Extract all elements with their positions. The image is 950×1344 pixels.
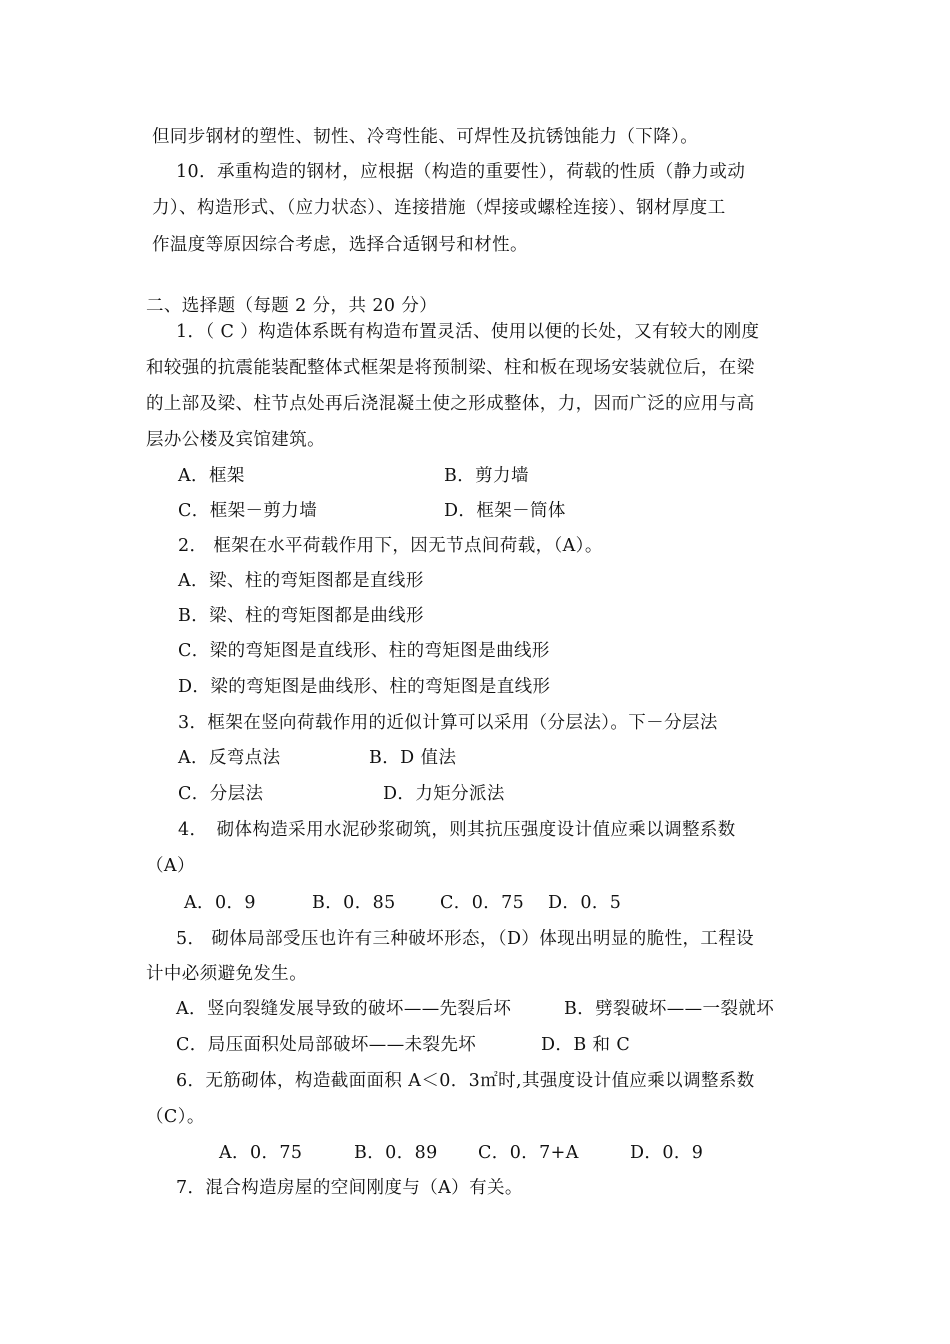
question-1-option-a: A．框架: [178, 466, 245, 486]
question-3-stem: 3．框架在竖向荷载作用的近似计算可以采用（分层法）。下－分层法: [178, 713, 718, 733]
question-1-option-b: B．剪力墙: [444, 466, 529, 486]
question-2-option-c: C．梁的弯矩图是直线形、柱的弯矩图是曲线形: [178, 641, 550, 661]
question-1-stem: 层办公楼及宾馆建筑。: [146, 430, 325, 450]
question-1-stem: 和较强的抗震能装配整体式框架是将预制梁、柱和板在现场安装就位后，在梁: [146, 358, 755, 378]
question-6-stem-2: （C）。: [146, 1107, 205, 1127]
question-7-stem: 7．混合构造房屋的空间刚度与（A）有关。: [176, 1178, 523, 1198]
paragraph-line: 但同步钢材的塑性、韧性、冷弯性能、可焊性及抗锈蚀能力（下降）。: [152, 127, 699, 147]
section-title: 二、选择题（每题 2 分，共 20 分）: [146, 296, 438, 316]
question-6-option-a: A．0．75: [219, 1143, 303, 1163]
question-1-option-d: D．框架－筒体: [444, 501, 566, 521]
question-3-option-d: D．力矩分派法: [383, 784, 505, 804]
question-4-option-c: C．0．75: [440, 893, 525, 913]
question-5-option-a: A．竖向裂缝发展导致的破坏——先裂后坏: [176, 999, 512, 1019]
question-3-option-c: C．分层法: [178, 784, 264, 804]
question-2-option-d: D．梁的弯矩图是曲线形、柱的弯矩图是直线形: [178, 677, 551, 697]
question-6-option-b: B．0．89: [354, 1143, 438, 1163]
question-4-option-a: A．0．9: [184, 893, 256, 913]
question-5-option-c: C．局压面积处局部破坏——未裂先坏: [176, 1035, 477, 1055]
question-2-stem: 2． 框架在水平荷载作用下，因无节点间荷载，（A）。: [178, 536, 603, 556]
question-1-stem: 1．（ C ）构造体系既有构造布置灵活、使用以便的长处，又有较大的刚度: [176, 322, 760, 342]
question-6-stem: 6．无筋砌体，构造截面面积 A＜0．3㎡时,其强度设计值应乘以调整系数: [176, 1071, 755, 1091]
question-4-option-d: D．0．5: [548, 893, 622, 913]
question-3-option-a: A．反弯点法: [178, 748, 281, 768]
question-6-option-d: D．0．9: [630, 1143, 704, 1163]
question-4-option-b: B．0．85: [312, 893, 396, 913]
question-3-option-b: B．D 值法: [369, 748, 457, 768]
paragraph-line: 10．承重构造的钢材，应根据（构造的重要性），荷载的性质（静力或动: [176, 162, 746, 182]
question-1-stem: 的上部及梁、柱节点处再后浇混凝土使之形成整体，力，因而广泛的应用与高: [146, 394, 755, 414]
question-2-option-b: B．梁、柱的弯矩图都是曲线形: [178, 606, 424, 626]
question-6-option-c: C．0．7+A: [478, 1143, 579, 1163]
question-4-stem-2: （A）: [146, 856, 195, 876]
question-5-stem-2: 计中必须避免发生。: [146, 964, 308, 984]
question-1-option-c: C．框架－剪力墙: [178, 501, 318, 521]
question-5-option-b: B．劈裂破坏——一裂就坏: [564, 999, 775, 1019]
paragraph-line: 力）、构造形式、（应力状态）、连接措施（焊接或螺栓连接）、钢材厚度工: [152, 198, 726, 218]
paragraph-line: 作温度等原因综合考虑，选择合适钢号和材性。: [152, 235, 528, 255]
question-2-option-a: A．梁、柱的弯矩图都是直线形: [178, 571, 424, 591]
question-4-stem: 4． 砌体构造采用水泥砂浆砌筑，则其抗压强度设计值应乘以调整系数: [178, 820, 736, 840]
question-5-stem: 5． 砌体局部受压也许有三种破坏形态，（D）体现出明显的脆性，工程设: [176, 929, 755, 949]
question-5-option-d: D．B 和 C: [541, 1035, 631, 1055]
